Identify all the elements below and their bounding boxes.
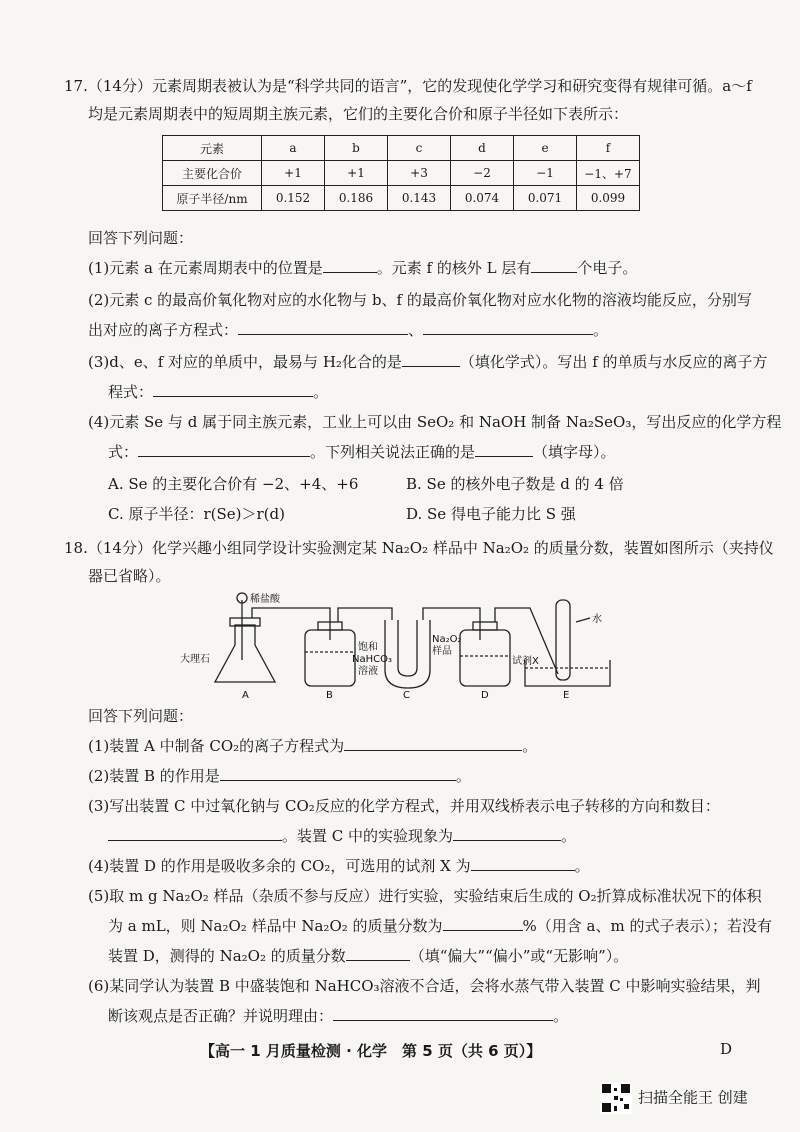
paper-mark: D [720, 1040, 733, 1058]
q18-sub2-text: (2)装置 B 的作用是 [88, 767, 220, 785]
table-cell: 0.071 [514, 186, 577, 211]
q17-sub1-text: (1)元素 a 在元素周期表中的位置是 [88, 259, 323, 277]
label-c: C [403, 690, 410, 700]
answer-blank[interactable] [153, 382, 313, 397]
table-cell: 0.074 [451, 186, 514, 211]
table-cell: 0.152 [262, 186, 325, 211]
q17-sub3-text: 。 [313, 383, 329, 401]
q18-sub3-line1: (3)写出装置 C 中过氧化钠与 CO₂反应的化学方程式，并用双线桥表示电子转移的方向和数目： [88, 797, 720, 815]
label-sat3: 溶液 [358, 666, 378, 677]
q18-sub4-text: (4)装置 D 的作用是吸收多余的 CO₂，可选用的试剂 X 为 [88, 857, 471, 875]
q17-intro-line2: 均是元素周期表中的短周期主族元素，它们的主要化合价和原子半径如下表所示： [88, 105, 629, 123]
table-cell: +1 [325, 161, 388, 186]
answer-blank[interactable] [453, 826, 561, 841]
q18-sub4 [88, 856, 590, 876]
table-cell: +3 [388, 161, 451, 186]
label-water: 水 [592, 614, 602, 625]
scanner-label: 扫描全能王 创建 [638, 1088, 748, 1107]
q17-sub1-text: 个电子。 [577, 259, 638, 277]
q18-sub1-text: (1)装置 A 中制备 CO₂的离子方程式为 [88, 737, 345, 755]
q17-sub2-line2 [88, 320, 608, 340]
q18-sub5-line2 [108, 916, 772, 936]
q17-sub3-line1 [88, 352, 768, 372]
table-cell: 0.186 [325, 186, 388, 211]
q18-intro-line1: 18.（14分）化学兴趣小组同学设计实验测定某 Na₂O₂ 样品中 Na₂O₂ 的质量分数，装置如图所示（夹持仪 [64, 539, 774, 557]
q17-sub1-text: 。元素 f 的核外 L 层有 [376, 259, 532, 277]
answer-blank[interactable] [531, 258, 577, 273]
answer-blank[interactable] [402, 352, 460, 367]
table-cell: 元素 [163, 136, 262, 161]
q18-sub6-line2 [108, 1006, 568, 1026]
answer-blank[interactable] [220, 766, 456, 781]
q18-sub5-text: 装置 D，测得的 Na₂O₂ 的质量分数 [108, 947, 346, 965]
label-e: E [563, 690, 570, 700]
q18-intro-line2: 器已省略）。 [88, 567, 171, 585]
label-d: D [481, 690, 489, 700]
page-footer: 【高一 1 月质量检测 · 化学 第 5 页（共 6 页）】 [200, 1042, 542, 1060]
flask-a [215, 625, 275, 682]
q17-sub4-text: （填字母）。 [533, 443, 616, 461]
option-c: C. 原子半径：r(Se)＞r(d) [108, 505, 285, 523]
qr-code-icon [600, 1082, 632, 1114]
label-reagent: 试剂X [512, 656, 539, 667]
q18-sub5-line3 [108, 946, 628, 966]
table-row [163, 186, 640, 211]
answer-blank[interactable] [344, 736, 522, 751]
label-marble: 大理石 [180, 654, 210, 665]
answer-blank[interactable] [333, 1006, 553, 1021]
q17-sub4-text: 式： [108, 443, 139, 461]
q18-sub6-text: 。 [553, 1007, 569, 1025]
answer-blank[interactable] [323, 258, 377, 273]
answer-blank[interactable] [423, 320, 593, 335]
u-tube-c-inner [398, 620, 417, 676]
q17-sub2-text: 、 [408, 321, 424, 339]
answer-blank[interactable] [108, 826, 282, 841]
q18-sub4-text: 。 [574, 857, 590, 875]
stopper-d [473, 622, 497, 630]
q17-sub4-line1: (4)元素 Se 与 d 属于同主族元素，工业上可以由 SeO₂ 和 NaOH 制备 Na₂SeO₃，写出反应的化学方程 [88, 413, 782, 431]
q18-sub5-line1: (5)取 m g Na₂O₂ 样品（杂质不参与反应）进行实验，实验结束后生成的 O₂折算成标准状况下的体积 [88, 887, 762, 905]
table-cell: c [388, 136, 451, 161]
apparatus-diagram [180, 590, 620, 700]
table-cell: 主要化合价 [163, 161, 262, 186]
q18-sub2-text: 。 [455, 767, 471, 785]
q18-sub6-text: 断该观点是否正确？并说明理由： [108, 1007, 334, 1025]
table-cell: −1、+7 [577, 161, 640, 186]
answer-blank[interactable] [471, 856, 575, 871]
table-cell: −2 [451, 161, 514, 186]
q17-sub3-line2 [108, 382, 328, 402]
answer-blank[interactable] [443, 916, 523, 931]
label-sample: 样品 [432, 646, 452, 657]
table-cell: d [451, 136, 514, 161]
tube-bc [338, 608, 392, 622]
option-a: A. Se 的主要化合价有 −2、+4、+6 [108, 475, 359, 493]
q17-intro-line1: 17.（14分）元素周期表被认为是“科学共同的语言”，它的发现使化学学习和研究变得有规律可循。a～f [64, 77, 752, 95]
q17-sub4-text: 。下列相关说法正确的是 [310, 443, 476, 461]
q18-prompt: 回答下列问题： [88, 707, 194, 725]
table-cell: 0.099 [577, 186, 640, 211]
scanner-watermark [600, 1082, 748, 1114]
table-row [163, 161, 640, 186]
table-cell: −1 [514, 161, 577, 186]
q18-sub3-text: 。 [561, 827, 577, 845]
q17-sub2-text: 。 [593, 321, 609, 339]
answer-blank[interactable] [346, 946, 410, 961]
q18-sub1 [88, 736, 537, 756]
q17-sub4-line2 [108, 442, 616, 462]
option-b: B. Se 的核外电子数是 d 的 4 倍 [406, 475, 624, 493]
q18-sub1-text: 。 [522, 737, 538, 755]
table-cell: a [262, 136, 325, 161]
table-cell: f [577, 136, 640, 161]
label-b: B [326, 690, 333, 700]
q17-prompt: 回答下列问题： [88, 229, 194, 247]
q17-sub2-text: 出对应的离子方程式： [88, 321, 239, 339]
element-table [162, 135, 640, 211]
answer-blank[interactable] [138, 442, 310, 457]
table-cell: 原子半径/nm [163, 186, 262, 211]
label-sat2: NaHCO₃ [352, 654, 392, 665]
q17-sub2-line1: (2)元素 c 的最高价氧化物对应的水化物与 b、f 的最高价氧化物对应水化物的溶液均能反应，分别写 [88, 291, 752, 309]
q17-sub3-text: 程式： [108, 383, 154, 401]
answer-blank[interactable] [238, 320, 408, 335]
q17-sub3-text: (3)d、e、f 对应的单质中，最易与 H₂化合的是 [88, 353, 402, 371]
table-row [163, 136, 640, 161]
water-pointer [576, 618, 590, 622]
answer-blank[interactable] [475, 442, 533, 457]
table-cell: e [514, 136, 577, 161]
q18-sub3-line2 [108, 826, 576, 846]
q18-sub5-text: %（用含 a、m 的式子表示）；若没有 [522, 917, 772, 935]
label-na2o2: Na₂O₂ [432, 634, 462, 645]
q18-sub3-text: 。装置 C 中的实验现象为 [282, 827, 454, 845]
q18-sub6-line1: (6)某同学认为装置 B 中盛装饱和 NaHCO₃溶液不合适，会将水蒸气带入装置 C 中影响实验结果，判 [88, 977, 761, 995]
q18-sub5-text: （填“偏大”“偏小”或“无影响”）。 [409, 947, 629, 965]
table-cell: 0.143 [388, 186, 451, 211]
q18-sub5-text: 为 a mL，则 Na₂O₂ 样品中 Na₂O₂ 的质量分数为 [108, 917, 443, 935]
table-cell: +1 [262, 161, 325, 186]
q17-sub3-text: （填化学式）。写出 f 的单质与水反应的离子方 [459, 353, 768, 371]
label-hcl: 稀盐酸 [250, 594, 280, 605]
q17-sub1 [88, 258, 637, 278]
q18-sub2 [88, 766, 471, 786]
label-a: A [242, 690, 249, 700]
table-cell: b [325, 136, 388, 161]
bottle-d [460, 630, 510, 686]
label-sat1: 饱和 [358, 642, 378, 653]
option-d: D. Se 得电子能力比 S 强 [406, 505, 576, 523]
